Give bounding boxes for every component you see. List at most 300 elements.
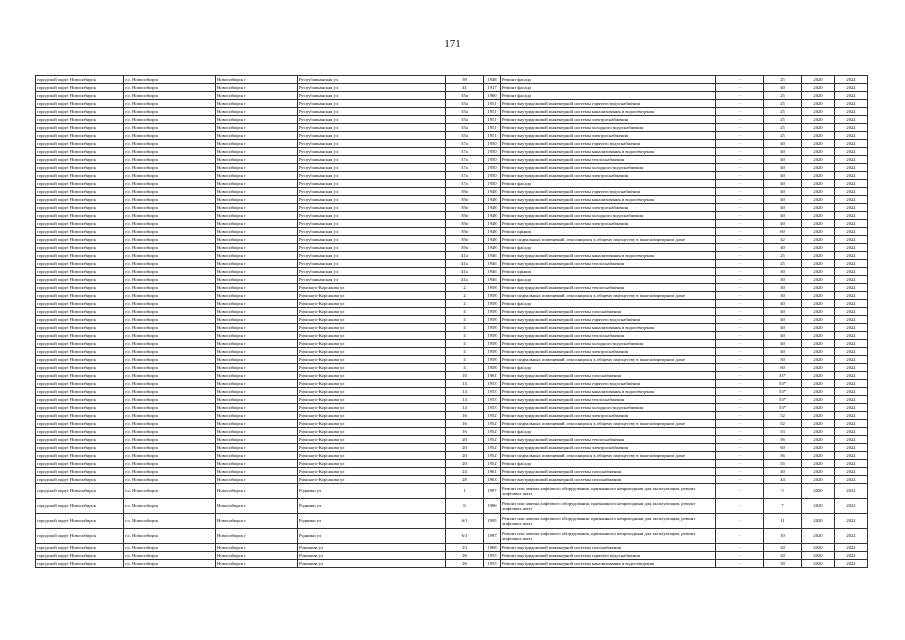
cell-year-to: 2022 bbox=[835, 164, 868, 172]
cell-district: городской округ Новосибирск bbox=[36, 108, 124, 116]
cell-settlement: Новосибирск г bbox=[216, 460, 298, 468]
cell-cost: 25 bbox=[764, 108, 802, 116]
cell-city: г.о. Новосибирск bbox=[124, 364, 216, 372]
cell-house: 37а bbox=[446, 148, 484, 156]
cell-city: г.о. Новосибирск bbox=[124, 396, 216, 404]
cell-street: Римского-Корсакова ул bbox=[298, 300, 446, 308]
cell-district: городской округ Новосибирск bbox=[36, 284, 124, 292]
cell-year-to: 2022 bbox=[835, 460, 868, 468]
cell-year-from: 2020 bbox=[802, 364, 835, 372]
cell-street: Романова ул bbox=[298, 544, 446, 552]
cell-fund: - bbox=[716, 372, 764, 380]
cell-cost: 40 bbox=[764, 348, 802, 356]
cell-house: 4 bbox=[446, 348, 484, 356]
cell-cost: 44 bbox=[764, 476, 802, 484]
cell-year-from: 2020 bbox=[802, 204, 835, 212]
cell-district: городской округ Новосибирск bbox=[36, 164, 124, 172]
cell-year-from: 2020 bbox=[802, 196, 835, 204]
table-row bbox=[36, 300, 868, 308]
cell-city: г.о. Новосибирск bbox=[124, 444, 216, 452]
cell-year-from: 2020 bbox=[802, 544, 835, 552]
table-row bbox=[36, 396, 868, 404]
cell-work: Ремонт крыши bbox=[501, 228, 716, 236]
cell-city: г.о. Новосибирск bbox=[124, 340, 216, 348]
table-row bbox=[36, 244, 868, 252]
cell-cost: 40 bbox=[764, 340, 802, 348]
cell-cost: 52 bbox=[764, 420, 802, 428]
cell-street: Римского-Корсакова ул bbox=[298, 380, 446, 388]
cell-city: г.о. Новосибирск bbox=[124, 276, 216, 284]
cell-work: Ремонт внутридомовой инженерной системы электроснабжения bbox=[501, 444, 716, 452]
cell-settlement: Новосибирск г bbox=[216, 324, 298, 332]
cell-settlement: Новосибирск г bbox=[216, 452, 298, 460]
cell-district: городской округ Новосибирск bbox=[36, 84, 124, 92]
cell-cost: 40 bbox=[764, 172, 802, 180]
cell-work: Ремонт внутридомовой инженерной системы горячего водоснабжения bbox=[501, 316, 716, 324]
cell-street: Республиканская ул bbox=[298, 260, 446, 268]
cell-house: 4 bbox=[446, 332, 484, 340]
cell-settlement: Новосибирск г bbox=[216, 404, 298, 412]
cell-work: Ремонт внутридомовой инженерной системы газоснабжения bbox=[501, 544, 716, 552]
cell-city: г.о. Новосибирск bbox=[124, 164, 216, 172]
cell-work: Ремонт фасада bbox=[501, 84, 716, 92]
cell-city: г.о. Новосибирск bbox=[124, 388, 216, 396]
cell-street: Римского-Корсакова ул bbox=[298, 324, 446, 332]
cell-city: г.о. Новосибирск bbox=[124, 514, 216, 529]
cell-work: Ремонт внутридомовой инженерной системы электроснабжения bbox=[501, 172, 716, 180]
cell-fund: - bbox=[716, 499, 764, 514]
cell-house: 26 bbox=[446, 560, 484, 568]
cell-settlement: Новосибирск г bbox=[216, 468, 298, 476]
cell-work: Ремонт или замена лифтового оборудования, признанного непригодным для эксплуатации, ремонт лифтовых шахт bbox=[501, 484, 716, 499]
cell-year-to: 2022 bbox=[835, 420, 868, 428]
cell-work: Ремонт внутридомовой инженерной системы электроснабжения bbox=[501, 412, 716, 420]
cell-fund: - bbox=[716, 116, 764, 124]
cell-street: Республиканская ул bbox=[298, 140, 446, 148]
cell-city: г.о. Новосибирск bbox=[124, 428, 216, 436]
cell-city: г.о. Новосибирск bbox=[124, 499, 216, 514]
cell-fund: - bbox=[716, 300, 764, 308]
cell-district: городской округ Новосибирск bbox=[36, 260, 124, 268]
cell-cost: 40 bbox=[764, 140, 802, 148]
cell-district: городской округ Новосибирск bbox=[36, 252, 124, 260]
cell-street: Римского-Корсакова ул bbox=[298, 388, 446, 396]
cell-fund: - bbox=[716, 420, 764, 428]
capital-repair-table bbox=[35, 75, 868, 568]
table-row bbox=[36, 499, 868, 514]
cell-year-from: 2020 bbox=[802, 340, 835, 348]
cell-year-from: 2020 bbox=[802, 84, 835, 92]
cell-city: г.о. Новосибирск bbox=[124, 380, 216, 388]
cell-year: 1952 bbox=[484, 412, 501, 420]
cell-work: Ремонт фасада bbox=[501, 460, 716, 468]
cell-house: 4 bbox=[446, 316, 484, 324]
cell-year-from: 2020 bbox=[802, 92, 835, 100]
table-row bbox=[36, 228, 868, 236]
cell-city: г.о. Новосибирск bbox=[124, 260, 216, 268]
cell-cost: 40 bbox=[764, 300, 802, 308]
cell-district: городской округ Новосибирск bbox=[36, 300, 124, 308]
cell-cost: 30 bbox=[764, 284, 802, 292]
cell-settlement: Новосибирск г bbox=[216, 188, 298, 196]
cell-city: г.о. Новосибирск bbox=[124, 308, 216, 316]
cell-year: 1958 bbox=[484, 300, 501, 308]
table-row bbox=[36, 514, 868, 529]
cell-street: Родники ул bbox=[298, 499, 446, 514]
cell-street: Республиканская ул bbox=[298, 180, 446, 188]
cell-settlement: Новосибирск г bbox=[216, 148, 298, 156]
cell-year-to: 2022 bbox=[835, 220, 868, 228]
cell-district: городской округ Новосибирск bbox=[36, 276, 124, 284]
cell-work: Ремонт внутридомовой инженерной системы электроснабжения bbox=[501, 204, 716, 212]
table-row bbox=[36, 484, 868, 499]
cell-work: Ремонт внутридомовой инженерной системы холодного водоснабжения bbox=[501, 404, 716, 412]
cell-house: 14 bbox=[446, 396, 484, 404]
cell-fund: - bbox=[716, 132, 764, 140]
cell-fund: - bbox=[716, 172, 764, 180]
cell-district: городской округ Новосибирск bbox=[36, 560, 124, 568]
cell-fund: - bbox=[716, 364, 764, 372]
table-row bbox=[36, 412, 868, 420]
cell-city: г.о. Новосибирск bbox=[124, 552, 216, 560]
cell-house: 41 bbox=[446, 84, 484, 92]
cell-street: Республиканская ул bbox=[298, 116, 446, 124]
cell-street: Республиканская ул bbox=[298, 188, 446, 196]
cell-street: Римского-Корсакова ул bbox=[298, 428, 446, 436]
cell-settlement: Новосибирск г bbox=[216, 308, 298, 316]
cell-settlement: Новосибирск г bbox=[216, 412, 298, 420]
cell-year-to: 2022 bbox=[835, 284, 868, 292]
cell-year-to: 2022 bbox=[835, 476, 868, 484]
cell-fund: - bbox=[716, 348, 764, 356]
cell-year: 1958 bbox=[484, 348, 501, 356]
cell-year: 1958 bbox=[484, 340, 501, 348]
cell-year-to: 2022 bbox=[835, 396, 868, 404]
cell-cost: 25 bbox=[764, 132, 802, 140]
cell-settlement: Новосибирск г bbox=[216, 340, 298, 348]
cell-street: Римского-Корсакова ул bbox=[298, 396, 446, 404]
cell-work: Ремонт фасада bbox=[501, 244, 716, 252]
cell-city: г.о. Новосибирск bbox=[124, 420, 216, 428]
cell-city: г.о. Новосибирск bbox=[124, 292, 216, 300]
cell-fund: - bbox=[716, 476, 764, 484]
cell-district: городской округ Новосибирск bbox=[36, 308, 124, 316]
cell-district: городской округ Новосибирск bbox=[36, 180, 124, 188]
cell-cost: 56 bbox=[764, 452, 802, 460]
cell-year-from: 2020 bbox=[802, 372, 835, 380]
cell-street: Республиканская ул bbox=[298, 164, 446, 172]
cell-house: 37а bbox=[446, 140, 484, 148]
cell-house: 6/1 bbox=[446, 514, 484, 529]
cell-year: 1953 bbox=[484, 388, 501, 396]
table-row bbox=[36, 529, 868, 544]
cell-fund: - bbox=[716, 332, 764, 340]
cell-fund: - bbox=[716, 404, 764, 412]
cell-house: 1 bbox=[446, 484, 484, 499]
cell-street: Республиканская ул bbox=[298, 148, 446, 156]
cell-house: 39а bbox=[446, 204, 484, 212]
cell-street: Республиканская ул bbox=[298, 76, 446, 84]
cell-street: Республиканская ул bbox=[298, 228, 446, 236]
cell-settlement: Новосибирск г bbox=[216, 484, 298, 499]
cell-work: Ремонт фасада bbox=[501, 364, 716, 372]
cell-fund: - bbox=[716, 148, 764, 156]
cell-house: 14 bbox=[446, 404, 484, 412]
cell-work: Ремонт или замена лифтового оборудования, признанного непригодным для эксплуатации, ремонт лифтовых шахт bbox=[501, 514, 716, 529]
cell-year: 1950 bbox=[484, 148, 501, 156]
cell-year-from: 2020 bbox=[802, 388, 835, 396]
cell-street: Республиканская ул bbox=[298, 204, 446, 212]
cell-district: городской округ Новосибирск bbox=[36, 356, 124, 364]
cell-district: городской округ Новосибирск bbox=[36, 460, 124, 468]
cell-cost: 40 bbox=[764, 196, 802, 204]
cell-district: городской округ Новосибирск bbox=[36, 436, 124, 444]
cell-house: 35а bbox=[446, 108, 484, 116]
cell-year: 1952 bbox=[484, 420, 501, 428]
cell-year-to: 2022 bbox=[835, 300, 868, 308]
cell-year: 1952 bbox=[484, 460, 501, 468]
cell-city: г.о. Новосибирск bbox=[124, 100, 216, 108]
cell-year: 1952 bbox=[484, 452, 501, 460]
cell-year-from: 2020 bbox=[802, 220, 835, 228]
cell-year: 1958 bbox=[484, 324, 501, 332]
cell-year-from: 2020 bbox=[802, 396, 835, 404]
cell-work: Ремонт внутридомовой инженерной системы теплоснабжения bbox=[501, 284, 716, 292]
cell-fund: - bbox=[716, 428, 764, 436]
cell-year-to: 2022 bbox=[835, 244, 868, 252]
cell-year-from: 2020 bbox=[802, 276, 835, 284]
table-row bbox=[36, 172, 868, 180]
cell-house: 24 bbox=[446, 468, 484, 476]
cell-cost: 25 bbox=[764, 260, 802, 268]
cell-street: Римского-Корсакова ул bbox=[298, 284, 446, 292]
cell-year: 1950 bbox=[484, 172, 501, 180]
cell-cost: 25 bbox=[764, 76, 802, 84]
cell-district: городской округ Новосибирск bbox=[36, 196, 124, 204]
cell-district: городской округ Новосибирск bbox=[36, 316, 124, 324]
cell-fund: - bbox=[716, 220, 764, 228]
cell-house: 26 bbox=[446, 552, 484, 560]
cell-year-from: 2020 bbox=[802, 244, 835, 252]
cell-house: 4 bbox=[446, 308, 484, 316]
cell-cost: 39 bbox=[764, 560, 802, 568]
cell-settlement: Новосибирск г bbox=[216, 268, 298, 276]
cell-settlement: Новосибирск г bbox=[216, 372, 298, 380]
cell-fund: - bbox=[716, 436, 764, 444]
cell-settlement: Новосибирск г bbox=[216, 180, 298, 188]
cell-city: г.о. Новосибирск bbox=[124, 284, 216, 292]
cell-city: г.о. Новосибирск bbox=[124, 436, 216, 444]
cell-street: Республиканская ул bbox=[298, 172, 446, 180]
cell-cost: 56 bbox=[764, 436, 802, 444]
cell-settlement: Новосибирск г bbox=[216, 544, 298, 552]
cell-city: г.о. Новосибирск bbox=[124, 356, 216, 364]
cell-year-to: 2022 bbox=[835, 236, 868, 244]
cell-fund: - bbox=[716, 544, 764, 552]
table-row bbox=[36, 460, 868, 468]
cell-street: Римского-Корсакова ул bbox=[298, 292, 446, 300]
cell-house: 2 bbox=[446, 292, 484, 300]
cell-year-from: 2020 bbox=[802, 116, 835, 124]
cell-cost: 55 bbox=[764, 460, 802, 468]
cell-house: 37а bbox=[446, 164, 484, 172]
cell-fund: - bbox=[716, 412, 764, 420]
cell-cost: 11 bbox=[764, 514, 802, 529]
cell-district: городской округ Новосибирск bbox=[36, 364, 124, 372]
table-row bbox=[36, 316, 868, 324]
cell-street: Республиканская ул bbox=[298, 220, 446, 228]
cell-year: 1958 bbox=[484, 292, 501, 300]
cell-year: 1948 bbox=[484, 220, 501, 228]
cell-year-from: 2020 bbox=[802, 76, 835, 84]
cell-city: г.о. Новосибирск bbox=[124, 220, 216, 228]
cell-settlement: Новосибирск г bbox=[216, 332, 298, 340]
cell-settlement: Новосибирск г bbox=[216, 364, 298, 372]
cell-year-to: 2022 bbox=[835, 544, 868, 552]
cell-street: Римского-Корсакова ул bbox=[298, 340, 446, 348]
cell-year: 1963 bbox=[484, 476, 501, 484]
cell-work: Ремонт или замена лифтового оборудования, признанного непригодным для эксплуатации, ремонт лифтовых шахт bbox=[501, 529, 716, 544]
cell-district: городской округ Новосибирск bbox=[36, 529, 124, 544]
cell-district: городской округ Новосибирск bbox=[36, 484, 124, 499]
cell-fund: - bbox=[716, 340, 764, 348]
cell-year-from: 2020 bbox=[802, 444, 835, 452]
cell-year: 1951 bbox=[484, 116, 501, 124]
table-row bbox=[36, 212, 868, 220]
cell-cost: 60 bbox=[764, 228, 802, 236]
cell-year-from: 2020 bbox=[802, 260, 835, 268]
cell-settlement: Новосибирск г bbox=[216, 499, 298, 514]
cell-year-from: 2020 bbox=[802, 188, 835, 196]
cell-district: городской округ Новосибирск bbox=[36, 132, 124, 140]
cell-street: Римского-Корсакова ул bbox=[298, 468, 446, 476]
cell-city: г.о. Новосибирск bbox=[124, 196, 216, 204]
cell-year-from: 2020 bbox=[802, 452, 835, 460]
cell-year-from: 2020 bbox=[802, 148, 835, 156]
cell-house: 28 bbox=[446, 476, 484, 484]
cell-year: 1952 bbox=[484, 444, 501, 452]
cell-settlement: Новосибирск г bbox=[216, 300, 298, 308]
cell-settlement: Новосибирск г bbox=[216, 396, 298, 404]
cell-work: Ремонт крыши bbox=[501, 268, 716, 276]
cell-fund: - bbox=[716, 92, 764, 100]
cell-house: 6 bbox=[446, 499, 484, 514]
cell-work: Ремонт внутридомовой инженерной системы теплоснабжения bbox=[501, 260, 716, 268]
table-row bbox=[36, 140, 868, 148]
cell-settlement: Новосибирск г bbox=[216, 100, 298, 108]
table-row bbox=[36, 220, 868, 228]
cell-work: Ремонт внутридомовой инженерной системы электроснабжения bbox=[501, 116, 716, 124]
table-row bbox=[36, 252, 868, 260]
cell-year: 1950 bbox=[484, 140, 501, 148]
cell-house: 39а bbox=[446, 244, 484, 252]
cell-work: Ремонт внутридомовой инженерной системы горячего водоснабжения bbox=[501, 100, 716, 108]
cell-cost: 5 bbox=[764, 484, 802, 499]
cell-city: г.о. Новосибирск bbox=[124, 484, 216, 499]
cell-street: Римского-Корсакова ул bbox=[298, 404, 446, 412]
cell-fund: - bbox=[716, 276, 764, 284]
cell-year-from: 2020 bbox=[802, 292, 835, 300]
table-row bbox=[36, 380, 868, 388]
cell-year: 1950 bbox=[484, 180, 501, 188]
cell-cost: 53* bbox=[764, 388, 802, 396]
cell-district: городской округ Новосибирск bbox=[36, 428, 124, 436]
cell-cost: 40 bbox=[764, 332, 802, 340]
cell-year: 1948 bbox=[484, 204, 501, 212]
cell-work: Ремонт внутридомовой инженерной системы теплоснабжения bbox=[501, 396, 716, 404]
cell-district: городской округ Новосибирск bbox=[36, 412, 124, 420]
cell-district: городской округ Новосибирск bbox=[36, 552, 124, 560]
cell-settlement: Новосибирск г bbox=[216, 428, 298, 436]
cell-year-from: 2020 bbox=[802, 268, 835, 276]
cell-city: г.о. Новосибирск bbox=[124, 148, 216, 156]
table-row bbox=[36, 124, 868, 132]
table-row bbox=[36, 148, 868, 156]
table-row bbox=[36, 444, 868, 452]
cell-year: 1951 bbox=[484, 100, 501, 108]
cell-cost: 25 bbox=[764, 92, 802, 100]
cell-city: г.о. Новосибирск bbox=[124, 180, 216, 188]
cell-year-to: 2022 bbox=[835, 388, 868, 396]
table-row bbox=[36, 420, 868, 428]
cell-year-to: 2022 bbox=[835, 156, 868, 164]
cell-house: 35а bbox=[446, 92, 484, 100]
cell-settlement: Новосибирск г bbox=[216, 228, 298, 236]
cell-year-to: 2022 bbox=[835, 560, 868, 568]
cell-year-from: 2020 bbox=[802, 356, 835, 364]
cell-district: городской округ Новосибирск bbox=[36, 452, 124, 460]
cell-year-to: 2022 bbox=[835, 252, 868, 260]
table-row bbox=[36, 156, 868, 164]
cell-fund: - bbox=[716, 164, 764, 172]
cell-city: г.о. Новосибирск bbox=[124, 108, 216, 116]
cell-settlement: Новосибирск г bbox=[216, 529, 298, 544]
cell-fund: - bbox=[716, 244, 764, 252]
table-row bbox=[36, 204, 868, 212]
cell-year-to: 2022 bbox=[835, 364, 868, 372]
cell-cost: 25 bbox=[764, 124, 802, 132]
cell-work: Ремонт внутридомовой инженерной системы канализования и водоотведения bbox=[501, 324, 716, 332]
cell-fund: - bbox=[716, 108, 764, 116]
cell-street: Римского-Корсакова ул bbox=[298, 452, 446, 460]
cell-house: 2 bbox=[446, 300, 484, 308]
cell-street: Республиканская ул bbox=[298, 196, 446, 204]
cell-house: 41а bbox=[446, 260, 484, 268]
cell-fund: - bbox=[716, 180, 764, 188]
cell-city: г.о. Новосибирск bbox=[124, 76, 216, 84]
cell-district: городской округ Новосибирск bbox=[36, 236, 124, 244]
cell-fund: - bbox=[716, 76, 764, 84]
cell-house: 39а bbox=[446, 196, 484, 204]
cell-cost: 25 bbox=[764, 100, 802, 108]
cell-settlement: Новосибирск г bbox=[216, 436, 298, 444]
cell-year-to: 2022 bbox=[835, 436, 868, 444]
cell-city: г.о. Новосибирск bbox=[124, 324, 216, 332]
cell-year-from: 2020 bbox=[802, 164, 835, 172]
cell-work: Ремонт внутридомовой инженерной системы теплоснабжения bbox=[501, 156, 716, 164]
table-row bbox=[36, 164, 868, 172]
cell-fund: - bbox=[716, 228, 764, 236]
cell-settlement: Новосибирск г bbox=[216, 116, 298, 124]
cell-work: Ремонт внутридомовой инженерной системы горячего водоснабжения bbox=[501, 140, 716, 148]
table-row bbox=[36, 356, 868, 364]
cell-year-to: 2022 bbox=[835, 84, 868, 92]
cell-city: г.о. Новосибирск bbox=[124, 172, 216, 180]
cell-district: городской округ Новосибирск bbox=[36, 204, 124, 212]
cell-settlement: Новосибирск г bbox=[216, 316, 298, 324]
table-row bbox=[36, 116, 868, 124]
cell-house: 39 bbox=[446, 76, 484, 84]
